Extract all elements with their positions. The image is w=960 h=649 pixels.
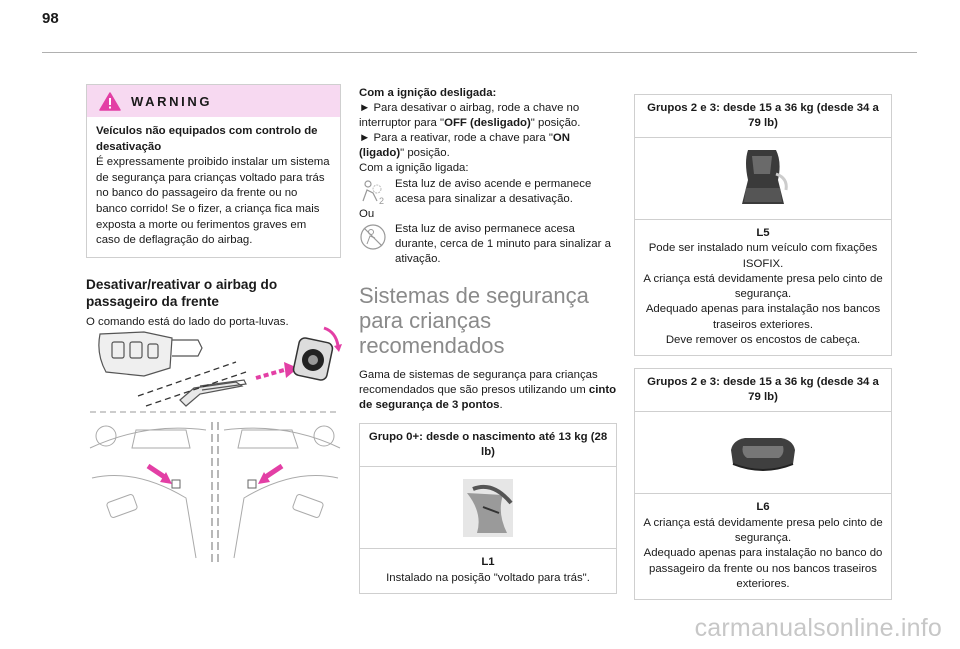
card-l6-header: Grupos 2 e 3: desde 15 a 36 kg (desde 34 a 79 lb) — [635, 369, 891, 412]
infant-carrier-image — [453, 473, 523, 543]
card-l5 — [634, 94, 892, 356]
card-l6-label: L6 — [756, 501, 770, 514]
light-off-text: Esta luz de aviso acende e permanece acesa para sinalizar a desativação. — [395, 177, 592, 205]
ignition-off-heading: Com a ignição desligada: — [359, 87, 497, 99]
booster-cushion-image — [723, 428, 803, 478]
card-l6-line-1: A criança está devidamente presa pelo cinto de segurança. — [643, 516, 883, 544]
intro-bold: cinto de segurança de 3 pontos — [359, 384, 617, 412]
warning-title: WARNING — [131, 93, 213, 109]
card-l1-body — [360, 549, 616, 593]
card-l1-label: L1 — [481, 556, 495, 569]
reactivate-text-end: " posição. — [400, 147, 450, 160]
card-l1 — [359, 423, 617, 594]
warning-text: É expressamente proibido instalar um sistema de segurança para crianças voltado para trás no banco do passageiro da frente ou no banco corrido! Se o fizer, a criança fica mais exposta a morte ou ferimentos graves em caso de deflagração do airbag. — [96, 156, 330, 247]
card-l1-text: Instalado na posição "voltado para trás". — [386, 571, 590, 584]
ignition-off-instructions — [359, 86, 617, 177]
dashboard-illustration — [86, 408, 344, 568]
recommended-seats-title: Sistemas de segurança para crianças recomendados — [359, 283, 589, 359]
section-text: O comando está do lado do porta-luvas. — [86, 315, 289, 328]
light-on-text: Esta luz de aviso permanece acesa durante, cerca de 1 minuto para sinalizar a ativação. — [395, 222, 611, 266]
svg-text:2: 2 — [379, 195, 385, 206]
section-title: Desativar/reativar o airbag do passageiro da frente — [86, 276, 278, 309]
warning-header — [87, 85, 340, 117]
warning-lead: Veículos não equipados com controlo de desativação — [96, 125, 318, 153]
airbag-on-icon — [359, 222, 387, 252]
off-label: OFF (desligado) — [444, 117, 531, 130]
warning-body — [87, 117, 340, 257]
warning-light-on-row — [359, 222, 617, 267]
intro-text-end: . — [499, 399, 503, 412]
card-l5-line-3: Adequado apenas para instalação nos bancos traseiros exteriores. — [645, 303, 881, 331]
top-divider — [42, 52, 917, 53]
card-l1-header: Grupo 0+: desde o nascimento até 13 kg (28 lb) — [360, 424, 616, 467]
page-number: 98 — [42, 10, 59, 27]
column-middle — [359, 86, 617, 594]
card-l5-line-4: Deve remover os encostos de cabeça. — [665, 334, 861, 347]
airbag-off-icon — [359, 177, 387, 207]
card-l5-label: L5 — [756, 227, 770, 239]
warning-triangle-icon — [99, 92, 121, 111]
recommended-intro — [359, 368, 617, 413]
card-l5-line-1: Pode ser instalado num veículo com fixações ISOFIX. — [648, 242, 878, 270]
deactivate-text-end: " posição. — [530, 117, 581, 130]
key-switch-illustration — [86, 320, 344, 416]
warning-box — [86, 84, 341, 258]
card-l6-image — [635, 412, 891, 494]
card-l6-body — [635, 494, 891, 599]
card-l5-header: Grupos 2 e 3: desde 15 a 36 kg (desde 34 a 79 lb) — [635, 95, 891, 138]
ignition-on-heading: Com a ignição ligada: — [359, 162, 469, 175]
card-l6-line-2: Adequado apenas para instalação no banco do passageiro da frente ou nos bancos traseiros exteriores. — [643, 547, 883, 590]
intro-text: Gama de sistemas de segurança para crianças recomendados que são presos utilizando um — [359, 369, 598, 397]
card-l5-body — [635, 220, 891, 355]
ou-text: Ou — [359, 207, 375, 220]
column-left — [86, 84, 341, 330]
column-right — [634, 94, 890, 600]
card-l5-image — [635, 138, 891, 220]
card-l5-line-2: A criança está devidamente presa pelo cinto de segurança. — [643, 272, 883, 301]
card-l1-image — [360, 467, 616, 549]
on-label: ON (ligado) — [359, 132, 570, 160]
warning-light-off-row — [359, 177, 617, 207]
reactivate-text: ► Para a reativar, rode a chave para " — [359, 132, 553, 145]
card-l6 — [634, 368, 892, 600]
booster-seat-backrest-image — [728, 144, 798, 214]
watermark: carmanualsonline.info — [694, 614, 942, 642]
deactivate-text: ► Para desativar o airbag, rode a chave no interruptor para " — [359, 102, 580, 130]
